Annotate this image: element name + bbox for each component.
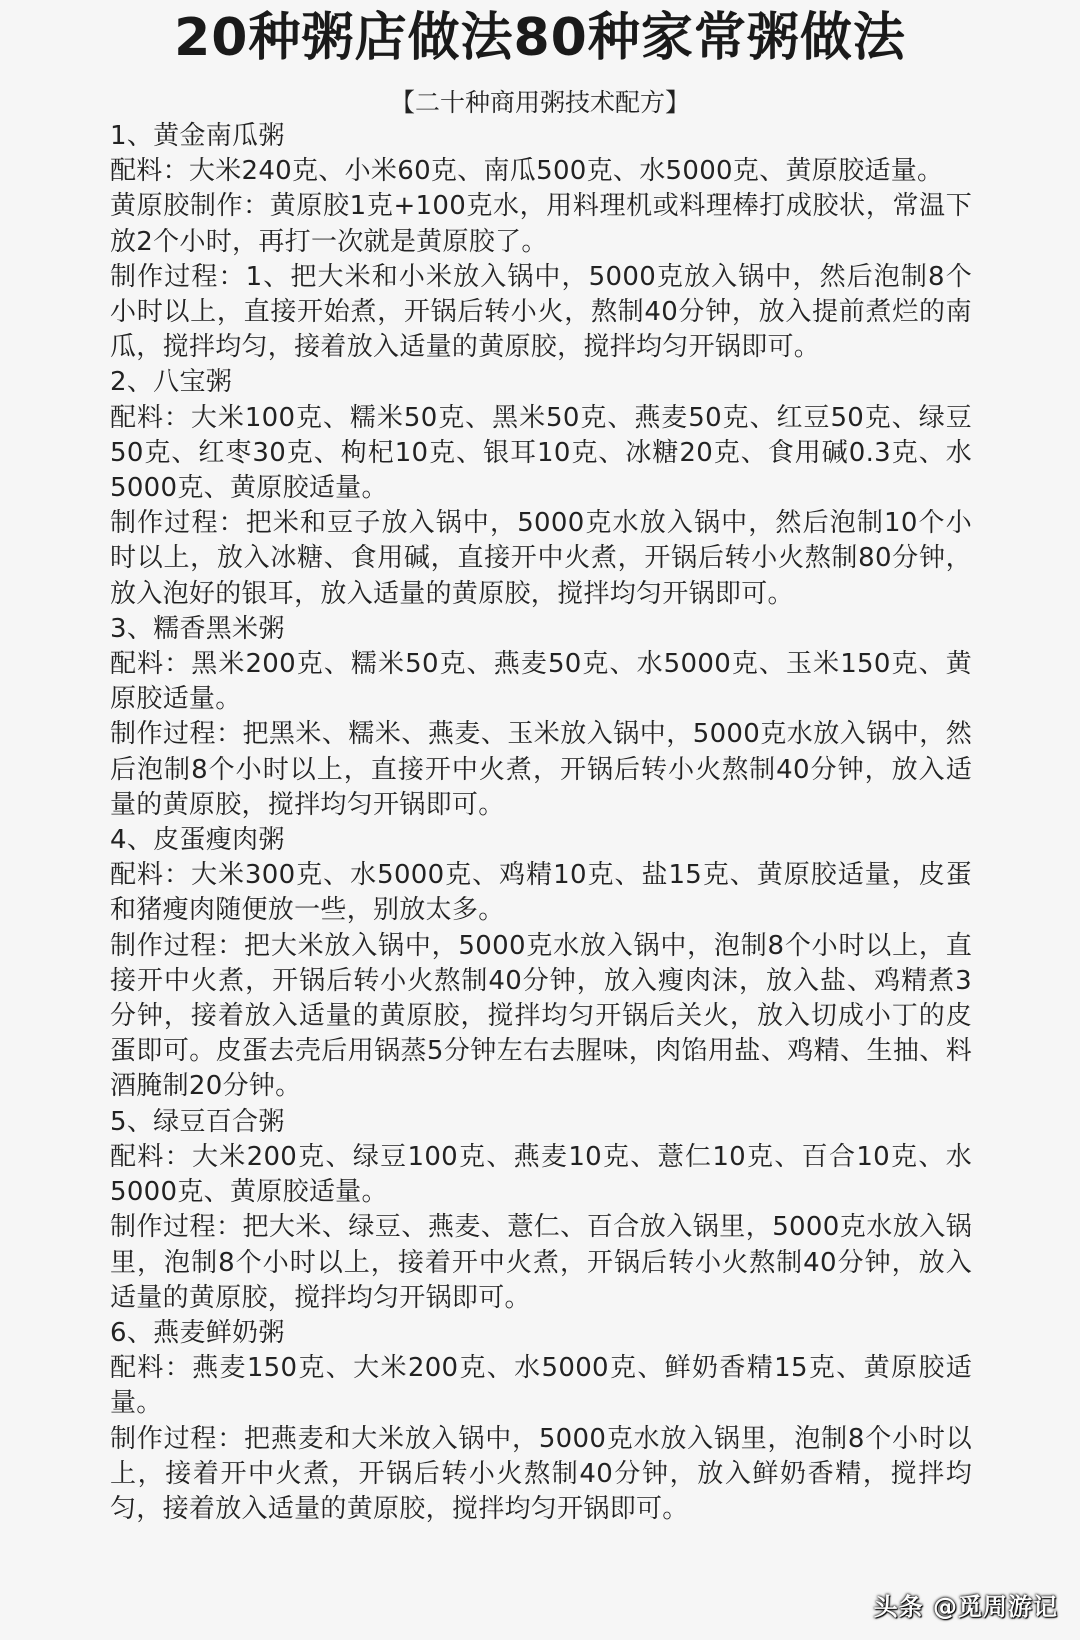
recipe-section <box>110 1316 972 1527</box>
watermark: 头条 @觅周游记 <box>873 1593 1058 1621</box>
recipe-ingredients: 配料：大米100克、糯米50克、黑米50克、燕麦50克、红豆50克、绿豆50克、红枣30克、枸杞10克、银耳10克、冰糖20克、食用碱0.3克、水5000克、黄原胶适量。 <box>110 402 972 504</box>
recipe-section <box>110 612 972 823</box>
recipe-section <box>110 823 972 1105</box>
recipe-ingredients: 配料：大米300克、水5000克、鸡精10克、盐15克、黄原胶适量，皮蛋和猪瘦肉随便放一些，别放太多。 <box>110 860 972 926</box>
recipe-heading: 6、燕麦鲜奶粥 <box>110 1317 285 1348</box>
recipe-steps: 制作过程：1、把大米和小米放入锅中，5000克放入锅中，然后泡制8个小时以上，直接开始煮，开锅后转小火，熬制40分钟，放入提前煮烂的南瓜，搅拌均匀，接着放入适量的黄原胶，搅拌均匀开锅即可。 <box>110 261 972 363</box>
page-subtitle: 【二十种商用粥技术配方】 <box>389 88 690 117</box>
page-title: 20种粥店做法80种家常粥做法 <box>174 8 906 68</box>
recipe-steps: 制作过程：把大米放入锅中，5000克水放入锅中，泡制8个小时以上，直接开中火煮，开锅后转小火熬制40分钟，放入瘦肉沫，放入盐、鸡精煮3分钟，接着放入适量的黄原胶，搅拌均匀开锅后关火，放入切成小丁的皮蛋即可。皮蛋去壳后用锅蒸5分钟左右去腥味，肉馅用盐、鸡精、生抽、料酒腌制20分钟。 <box>110 930 972 1102</box>
recipe-ingredients: 配料：燕麦150克、大米200克、水5000克、鲜奶香精15克、黄原胶适量。 <box>110 1353 972 1419</box>
recipe-steps: 制作过程：把大米、绿豆、燕麦、薏仁、百合放入锅里，5000克水放入锅里，泡制8个小时以上，接着开中火煮，开锅后转小火熬制40分钟，放入适量的黄原胶，搅拌均匀开锅即可。 <box>110 1212 972 1313</box>
recipe-ingredients: 配料：大米200克、绿豆100克、燕麦10克、薏仁10克、百合10克、水5000克、黄原胶适量。 <box>110 1141 972 1208</box>
recipe-note: 黄原胶制作：黄原胶1克+100克水，用料理机或料理棒打成胶状，常温下放2个小时，再打一次就是黄原胶了。 <box>110 191 972 257</box>
recipe-heading: 1、黄金南瓜粥 <box>110 121 285 151</box>
recipe-heading: 4、皮蛋瘦肉粥 <box>110 825 285 856</box>
recipe-section <box>110 119 972 365</box>
recipe-heading: 5、绿豆百合粥 <box>110 1106 285 1137</box>
recipe-heading: 3、糯香黑米粥 <box>110 613 285 644</box>
recipe-steps: 制作过程：把黑米、糯米、燕麦、玉米放入锅中，5000克水放入锅中，然后泡制8个小时以上，直接开中火煮，开锅后转小火熬制40分钟，放入适量的黄原胶，搅拌均匀开锅即可。 <box>110 719 972 820</box>
recipe-section <box>110 1105 972 1316</box>
recipe-heading: 2、八宝粥 <box>110 367 233 398</box>
recipe-ingredients: 配料：黑米200克、糯米50克、燕麦50克、水5000克、玉米150克、黄原胶适量。 <box>110 649 972 715</box>
recipe-ingredients: 配料：大米240克、小米60克、南瓜500克、水5000克、黄原胶适量。 <box>110 156 944 187</box>
recipe-steps: 制作过程：把米和豆子放入锅中，5000克水放入锅中，然后泡制10个小时以上，放入冰糖、食用碱，直接开中火煮，开锅后转小火熬制80分钟，放入泡好的银耳，放入适量的黄原胶，搅拌均匀开锅即可。 <box>110 508 972 609</box>
recipe-steps: 制作过程：把燕麦和大米放入锅中，5000克水放入锅里，泡制8个小时以上，接着开中火煮，开锅后转小火熬制40分钟，放入鲜奶香精，搅拌均匀，接着放入适量的黄原胶，搅拌均匀开锅即可。 <box>110 1423 972 1524</box>
recipe-section <box>110 365 972 611</box>
recipe-content <box>110 119 972 1527</box>
